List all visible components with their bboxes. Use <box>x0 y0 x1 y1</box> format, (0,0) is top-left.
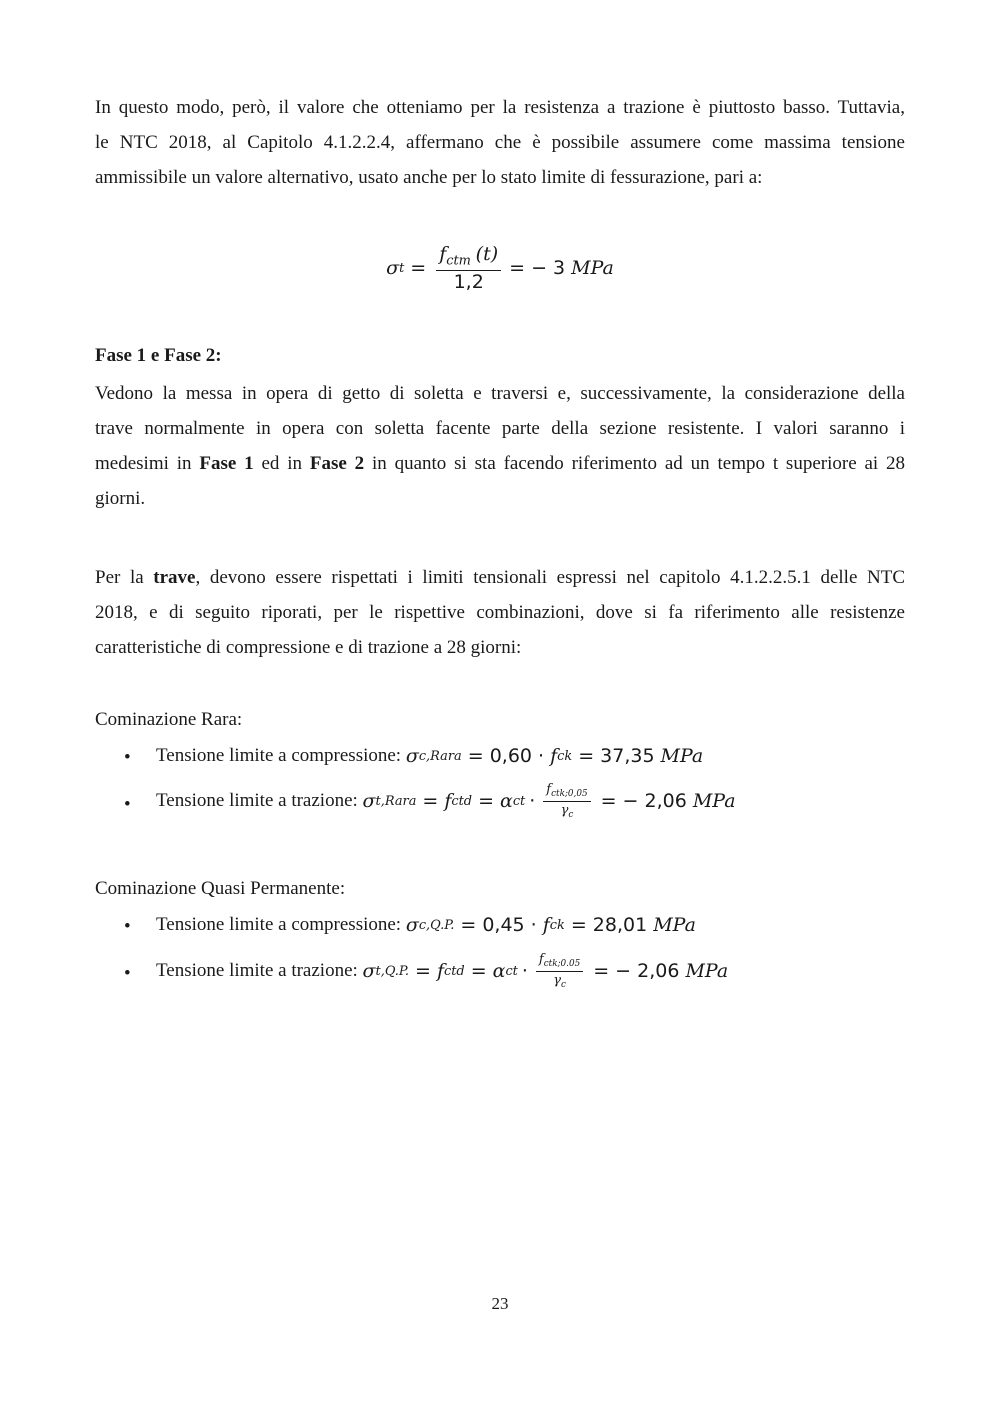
formula-operator: = 0,45 · <box>460 914 537 936</box>
formula-fraction <box>436 244 501 293</box>
formula-symbol: γ <box>553 972 561 988</box>
item-text: Tensione limite a trazione: <box>156 960 358 982</box>
rara-compression-item <box>156 745 703 767</box>
formula-symbol: f <box>436 960 444 983</box>
trave-line <box>95 560 905 595</box>
formula-symbol: f <box>538 952 544 967</box>
formula-symbol: σ <box>405 914 419 936</box>
formula-subscript: t <box>399 260 405 276</box>
trave-line: caratteristiche di compressione e di trazione a 28 giorni: <box>95 637 522 658</box>
bullet-icon: • <box>124 916 131 937</box>
intro-paragraph <box>95 90 905 195</box>
text-run: Per la <box>95 567 154 588</box>
formula-unit: MPa <box>660 745 704 767</box>
formula-subscript: t,Rara <box>375 793 417 809</box>
formula-result: = − 3 <box>509 257 566 280</box>
formula-argument: (t) <box>475 243 499 265</box>
formula-symbol: σ <box>362 790 376 813</box>
bold-term: Fase 1 <box>199 453 254 474</box>
formula-sigma-t <box>0 244 1000 293</box>
formula-subscript: t,Q.P. <box>375 963 410 979</box>
formula-subscript: ct <box>505 963 518 979</box>
formula-subscript: ctk;0,05 <box>551 789 588 800</box>
bold-term: Fase 2 <box>309 453 365 474</box>
bold-term: trave <box>153 567 196 588</box>
formula-operator: · <box>529 790 536 813</box>
formula-subscript: ctk;0.05 <box>543 959 581 970</box>
formula-unit: MPa <box>571 257 614 280</box>
qp-compression-item <box>156 914 696 936</box>
formula-subscript: ctm <box>446 253 471 269</box>
formula-operator: = <box>422 790 439 813</box>
formula-subscript: c,Rara <box>418 748 462 764</box>
page-number: 23 <box>491 1294 509 1313</box>
formula-symbol: α <box>499 790 513 813</box>
formula-symbol: σ <box>405 745 419 767</box>
rara-traction-item <box>156 782 736 821</box>
text-run: , devono essere rispettati i limiti tensionali espressi nel capitolo 4.1.2.2.5.1 delle NTC <box>195 567 905 588</box>
qp-traction-item <box>156 952 728 991</box>
section-line: trave normalmente in opera con soletta facente parte della sezione resistente. I valori saranno i <box>95 418 905 439</box>
formula-symbol: f <box>439 243 447 265</box>
formula-symbol: f <box>444 790 452 813</box>
section-line: giorni. <box>95 488 146 509</box>
formula-operator: · <box>521 960 528 983</box>
intro-line: ammissibile un valore alternativo, usato anche per lo stato limite di fessurazione, pari a: <box>95 167 763 188</box>
trave-paragraph <box>95 560 905 665</box>
formula-fraction <box>543 782 590 821</box>
formula-symbol: f <box>546 782 552 797</box>
section-line: Vedono la messa in opera di getto di soletta e traversi e, successivamente, la considerazione della <box>95 383 905 404</box>
text-run: in quanto si sta facendo riferimento ad un tempo t superiore ai 28 <box>364 453 906 474</box>
bullet-icon: • <box>124 794 131 815</box>
formula-fraction <box>536 952 583 991</box>
formula-operator: = <box>410 257 427 280</box>
formula-symbol: α <box>492 960 506 983</box>
formula-symbol: f <box>550 745 558 767</box>
trave-line: 2018, e di seguito riporati, per le rispettive combinazioni, dove si fa riferimento alle resistenze <box>95 602 905 623</box>
formula-operator: = 0,60 · <box>467 745 545 767</box>
formula-unit: MPa <box>653 914 696 936</box>
item-text: Tensione limite a compressione: <box>156 745 402 766</box>
text-run: medesimi in <box>95 453 200 474</box>
item-text: Tensione limite a trazione: <box>156 790 358 812</box>
formula-subscript: c <box>560 979 566 990</box>
formula-result: = − 2,06 <box>600 790 687 813</box>
formula-subscript: c <box>568 809 574 820</box>
formula-subscript: c,Q.P. <box>418 917 455 933</box>
formula-result: = 28,01 <box>570 914 648 936</box>
bullet-icon: • <box>124 747 131 768</box>
formula-symbol: σ <box>386 257 400 280</box>
section-paragraph <box>95 376 905 516</box>
intro-line: In questo modo, però, il valore che otteniamo per la resistenza a trazione è piuttosto basso. Tuttavia, <box>95 97 905 118</box>
formula-symbol: f <box>542 914 550 936</box>
formula-symbol: γ <box>560 802 569 818</box>
formula-subscript: ctd <box>444 963 465 979</box>
formula-result: = 37,35 <box>578 745 655 767</box>
combination-qp-label: Cominazione Quasi Permanente: <box>95 878 346 899</box>
formula-operator: = <box>478 790 494 813</box>
section-heading: Fase 1 e Fase 2: <box>95 345 222 366</box>
formula-subscript: ct <box>512 793 526 809</box>
formula-unit: MPa <box>692 790 736 813</box>
formula-subscript: ck <box>549 917 565 933</box>
formula-symbol: σ <box>362 960 376 983</box>
text-run: ed in <box>253 453 310 474</box>
formula-denominator: 1,2 <box>453 270 484 293</box>
section-line <box>95 446 905 481</box>
formula-unit: MPa <box>685 960 729 983</box>
formula-subscript: ck <box>557 748 573 764</box>
formula-subscript: ctd <box>451 793 473 809</box>
intro-line: le NTC 2018, al Capitolo 4.1.2.2.4, affermano che è possibile assumere come massima tensione <box>95 132 905 153</box>
item-text: Tensione limite a compressione: <box>156 914 402 935</box>
combination-rara-label: Cominazione Rara: <box>95 709 243 730</box>
formula-operator: = <box>415 960 431 983</box>
bullet-icon: • <box>124 963 131 984</box>
formula-operator: = <box>470 960 487 983</box>
formula-result: = − 2,06 <box>593 960 680 983</box>
